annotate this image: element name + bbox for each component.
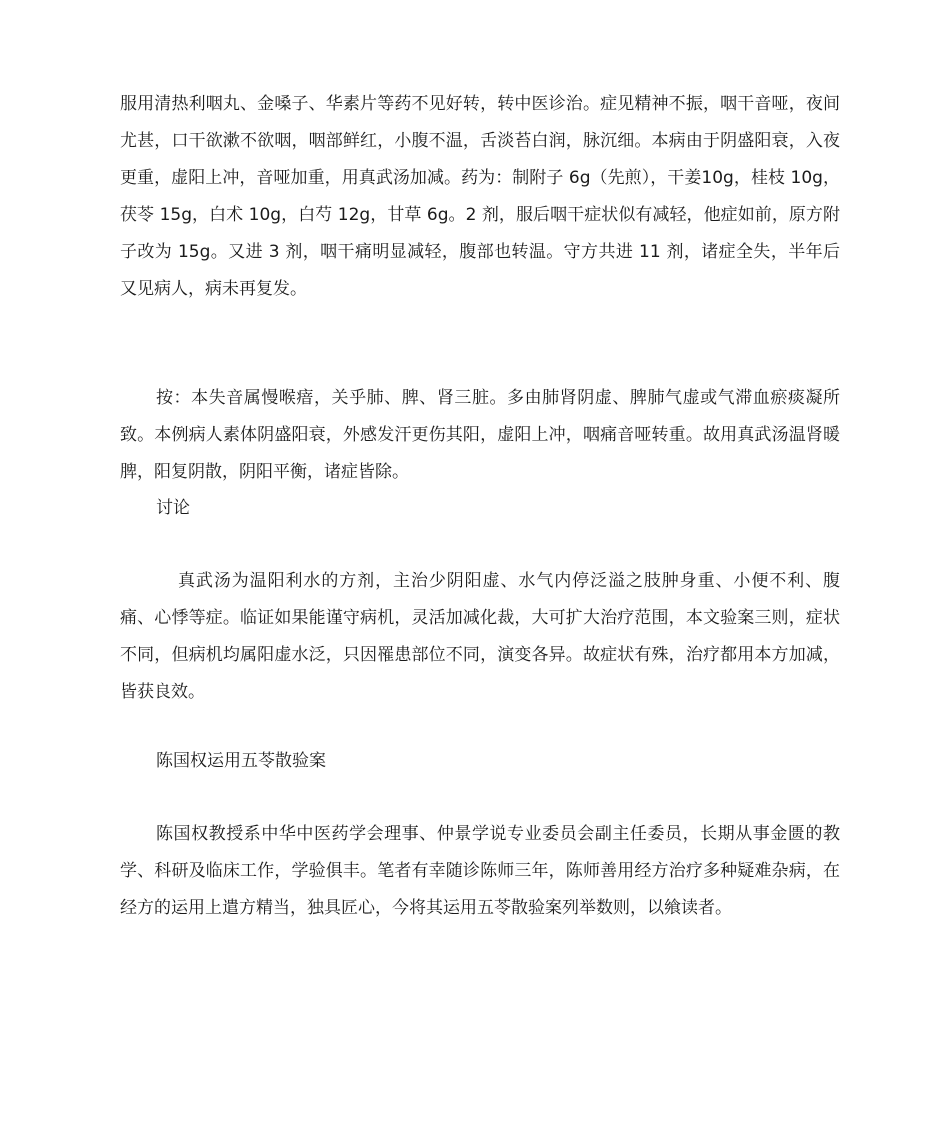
section-heading-discussion: 讨论	[156, 498, 190, 518]
section-heading-chen: 陈国权运用五苓散验案	[156, 751, 326, 771]
discussion-paragraph: 真武汤为温阳利水的方剂，主治少阴阳虚、水气内停泛溢之肢肿身重、小便不利、腹痛、心悸等症。临证如果能谨守病机，灵活加减化裁，大可扩大治疗范围，本文验案三则，症状不同，但病机均属阳虚水泛，只因罹患部位不同，演变各异。故症状有殊，治疗都用本方加减，皆获良效。	[120, 571, 840, 702]
intro-paragraph: 陈国权教授系中华中医药学会理事、仲景学说专业委员会副主任委员，长期从事金匮的教学、科研及临床工作，学验俱丰。笔者有幸随诊陈师三年，陈师善用经方治疗多种疑难杂病，在经方的运用上遣方精当，独具匠心，今将其运用五苓散验案列举数则，以飨读者。	[120, 824, 840, 918]
case-paragraph: 服用清热利咽丸、金嗓子、华素片等药不见好转，转中医诊治。症见精神不振，咽干音哑，夜间尤甚，口干欲漱不欲咽，咽部鲜红，小腹不温，舌淡苔白润，脉沉细。本病由于阴盛阳衰，入夜更重，虚阳上冲，音哑加重，用真武汤加减。药为：制附子 6g（先煎），干姜10g，桂枝 10g，茯苓 15g，白术 10g，白芍 12g，甘草 6g。2 剂，服后咽干症状似有减轻，他症如前，原方附子改为 15g。又进 3 剂，咽干痛明显减轻，腹部也转温。守方共进 11 剂，诸症全失，半年后又见病人，病未再复发。	[120, 94, 840, 299]
commentary-paragraph: 按：本失音属慢喉瘖，关乎肺、脾、肾三脏。多由肺肾阴虚、脾肺气虚或气滞血瘀痰凝所致。本例病人素体阴盛阳衰，外感发汗更伤其阳，虚阳上冲，咽痛音哑转重。故用真武汤温肾暖脾，阳复阴散，阴阳平衡，诸症皆除。	[120, 388, 840, 482]
